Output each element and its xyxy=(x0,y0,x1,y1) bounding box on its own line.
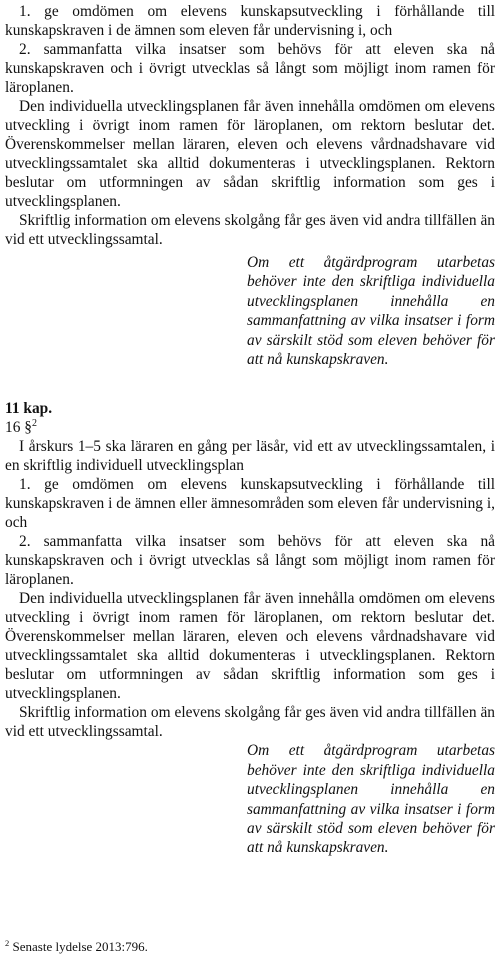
paragraph-development-plan: Den individuella utvecklingsplanen får även innehålla omdömen om elevens utveckling i övrigt inom ramen för läroplanen, om rektorn beslutar det. Överenskommelser mellan läraren, eleven och elevens vårdnadshavare vid utvecklingssamtalet ska alltid dokumenteras i utvecklingsplanen. Rektorn beslutar om utformningen av sådan skriftlig information som ges i utvecklingsplanen. xyxy=(5,98,495,210)
paragraph-written-information: Skriftlig information om elevens skolgång får ges även vid andra tillfällen än vid ett utvecklingssamtal. xyxy=(5,704,495,741)
list-item-1: 1. ge omdömen om elevens kunskapsutveckling i förhållande till kunskapskraven i de ämnen eller ämnesområden som eleven får undervisning i, och xyxy=(5,476,495,532)
footnote-marker: 2 xyxy=(5,938,10,948)
margin-note: Om ett åtgärdprogram utarbetas behöver inte den skriftliga individuella utvecklingsplanen innehålla en sammanfattning av vilka insatser i form av särskilt stöd som eleven behöver för att nå kunskapskraven. xyxy=(247,254,495,369)
section-heading xyxy=(5,418,495,437)
document-page xyxy=(5,2,495,858)
list-item-1: 1. ge omdömen om elevens kunskapsutveckling i förhållande till kunskapskraven i de ämnen som eleven får undervisning i, och xyxy=(5,3,495,39)
footnote xyxy=(5,939,148,954)
list-item-2: 2. sammanfatta vilka insatser som behövs för att eleven ska nå kunskapskraven och i övrigt utvecklas så långt som möjligt inom ramen för läroplanen. xyxy=(5,533,495,589)
section-label: 16 § xyxy=(5,419,32,437)
footnote-reference: 2 xyxy=(31,418,37,430)
paragraph-development-plan: Den individuella utvecklingsplanen får även innehålla omdömen om elevens utveckling i övrigt inom ramen för läroplanen, om rektorn beslutar det. Överenskommelser mellan läraren, eleven och elevens vårdnadshavare vid utvecklingssamtalet ska alltid dokumenteras i utvecklingsplanen. Rektorn beslutar om utformningen av sådan skriftlig information som ges i utvecklingsplanen. xyxy=(5,590,495,703)
margin-note: Om ett åtgärdprogram utarbetas behöver inte den skriftliga individuella utvecklingsplanen innehålla en sammanfattning av vilka insatser i form av särskilt stöd som eleven behöver för att nå kunskapskraven. xyxy=(247,742,495,857)
paragraph-written-information: Skriftlig information om elevens skolgång får ges även vid andra tillfällen än vid ett utvecklingssamtal. xyxy=(5,212,495,248)
list-item-2: 2. sammanfatta vilka insatser som behövs för att eleven ska nå kunskapskraven och i övrigt utvecklas så långt som möjligt inom ramen för läroplanen. xyxy=(5,41,495,96)
section-intro: I årskurs 1–5 ska läraren en gång per läsår, vid ett av utvecklingssamtalen, i en skriftlig individuell utvecklingsplan xyxy=(5,438,495,475)
footnote-text: Senaste lydelse 2013:796. xyxy=(12,939,148,954)
chapter-heading: 11 kap. xyxy=(5,400,53,418)
